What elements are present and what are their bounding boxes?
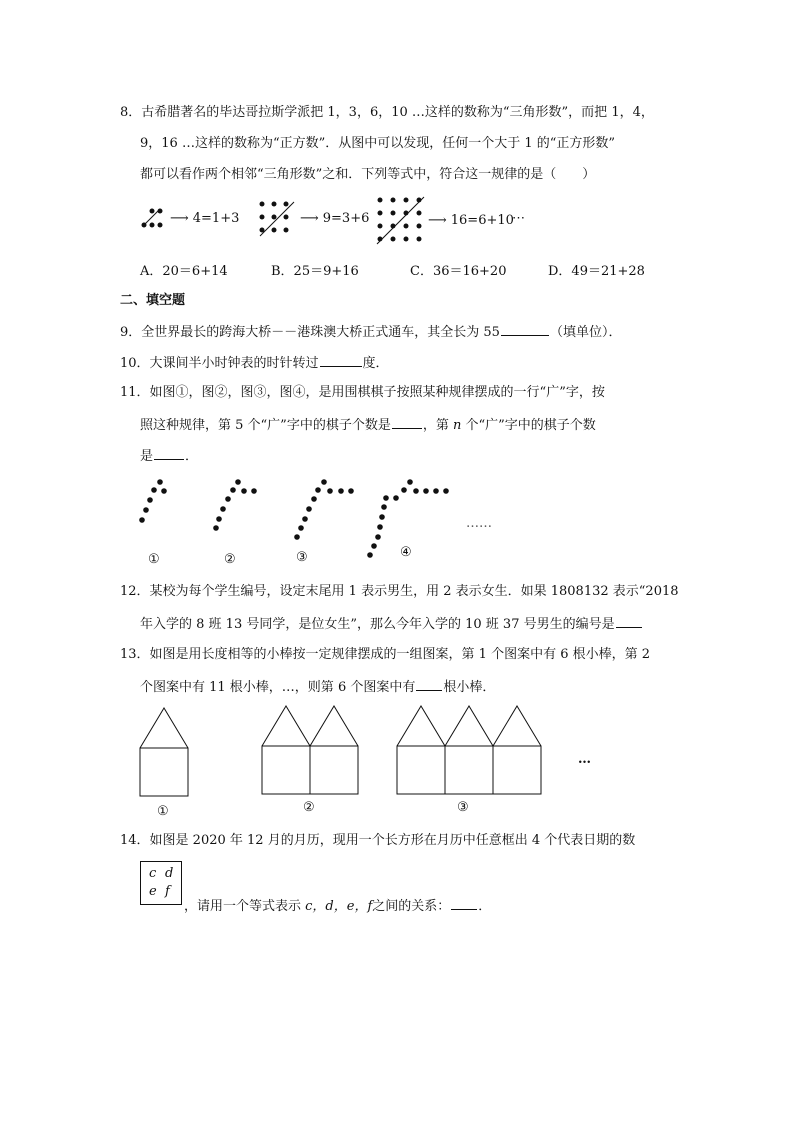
q8-option-b[interactable]: B．25＝9+16 xyxy=(271,264,359,279)
q13-label-3: ③ xyxy=(457,800,469,815)
q8-option-d[interactable]: D．49＝21+28 xyxy=(548,264,645,279)
q8-dot-figure-2 xyxy=(256,198,300,240)
q11-ellipsis: …… xyxy=(466,516,492,531)
q10-answer-blank[interactable] xyxy=(320,353,362,367)
q11-line2-a: 照这种规律，第 5 个“广”字中的棋子个数是 xyxy=(140,418,391,433)
q13-figure-3 xyxy=(397,706,541,794)
q14-var-d: d xyxy=(165,866,174,881)
q12-line2-text: 年入学的 8 班 13 号同学，是位女生”，那么今年入学的 10 班 37 号男生的编号是 xyxy=(140,617,615,632)
q11-label-1: ① xyxy=(148,552,160,567)
q8-equation-1: ⟶ 4=1+3 xyxy=(170,211,240,226)
q12-line2 xyxy=(140,614,643,634)
q10-text-b: 度． xyxy=(362,356,389,371)
q8-line1: 8．古希腊著名的毕达哥拉斯学派把 1，3，6，10 …这样的数称为“三角形数”，而把 1，4， xyxy=(120,105,654,120)
q10-text xyxy=(120,353,389,373)
q13-label-2: ② xyxy=(303,800,315,815)
q13-answer-blank[interactable] xyxy=(416,677,442,691)
q8-dot-figure-3 xyxy=(375,195,427,247)
q13-line2-a: 个图案中有 11 根小棒，…，则第 6 个图案中有 xyxy=(140,680,416,695)
q14-calendar-box xyxy=(140,861,182,905)
q8-equation-3: ⟶ 16=6+10 xyxy=(428,213,514,228)
q12-line1: 12．某校为每个学生编号，设定末尾用 1 表示男生，用 2 表示女生．如果 1808132 表示“2018 xyxy=(120,584,679,599)
q13-line2-b: 根小棒． xyxy=(443,680,496,695)
q14-vars: c，d，e，f xyxy=(305,899,373,914)
q9-text-b: （填单位）． xyxy=(549,325,622,340)
q8-dot-figure-1 xyxy=(140,205,170,233)
section-title-fill-in: 二、填空题 xyxy=(120,293,186,308)
q8-option-a[interactable]: A．20＝6+14 xyxy=(140,264,228,279)
q14-line2-c: ． xyxy=(478,899,492,914)
q11-line3-a: 是 xyxy=(140,449,154,464)
q11-line1: 11．如图①，图②，图③，图④，是用围棋棋子按照某种规律摆成的一行“广”字，按 xyxy=(120,385,605,400)
q11-label-3: ③ xyxy=(296,550,308,565)
q13-line1: 13．如图是用长度相等的小棒按一定规律摆成的一组图案，第 1 个图案中有 6 根小棒，第 2 xyxy=(120,647,651,662)
q14-var-f: f xyxy=(165,884,170,899)
q12-answer-blank[interactable] xyxy=(616,614,642,628)
q13-stick-figures xyxy=(136,704,606,800)
q14-var-c: c xyxy=(149,866,157,881)
q11-answer-blank-2[interactable] xyxy=(154,446,184,460)
q13-figure-2 xyxy=(262,706,358,794)
q9-text-a: 9．全世界最长的跨海大桥－－港珠澳大桥正式通车，其全长为 55 xyxy=(120,325,500,340)
q11-label-2: ② xyxy=(224,552,236,567)
q11-figure-2 xyxy=(213,479,257,531)
q11-line2-c: 个“广”字中的棋子个数 xyxy=(465,418,596,433)
q11-line3 xyxy=(140,446,198,466)
q9-answer-blank[interactable] xyxy=(501,322,549,336)
q11-var-n: n xyxy=(452,418,462,433)
q13-line2 xyxy=(140,677,495,697)
q8-option-c[interactable]: C．36＝16+20 xyxy=(410,264,507,279)
q10-text-a: 10．大课间半小时钟表的时针转过 xyxy=(120,356,319,371)
q14-line2-b: 之间的关系： xyxy=(372,899,451,914)
q13-label-1: ① xyxy=(157,804,169,819)
q14-line1: 14．如图是 2020 年 12 月的月历，现用一个长方形在月历中任意框出 4 个代表日期的数 xyxy=(120,833,636,848)
q11-line2 xyxy=(140,415,596,435)
q8-equation-2: ⟶ 9=3+6 xyxy=(300,211,370,226)
q14-line2 xyxy=(184,896,491,916)
q11-line2-b: ，第 xyxy=(422,418,449,433)
q8-line2: 9，16 …这样的数称为“正方数”．从图中可以发现，任何一个大于 1 的“正方形数” xyxy=(140,136,616,151)
q11-figure-1 xyxy=(139,479,167,523)
q14-line2-a: ，请用一个等式表示 xyxy=(184,899,302,914)
q13-ellipsis: … xyxy=(578,752,591,767)
q8-ellipsis: ⋯ xyxy=(512,211,525,226)
q11-label-4: ④ xyxy=(400,545,412,560)
q14-var-e: e xyxy=(149,884,157,899)
q11-line3-b: ． xyxy=(185,449,199,464)
q9-text xyxy=(120,322,621,342)
q8-line3: 都可以看作两个相邻“三角形数”之和．下列等式中，符合这一规律的是（ ） xyxy=(140,167,596,182)
q13-figure-1 xyxy=(140,708,188,796)
q11-figure-3 xyxy=(294,479,354,540)
q11-answer-blank-1[interactable] xyxy=(392,415,422,429)
q14-answer-blank[interactable] xyxy=(451,896,477,910)
